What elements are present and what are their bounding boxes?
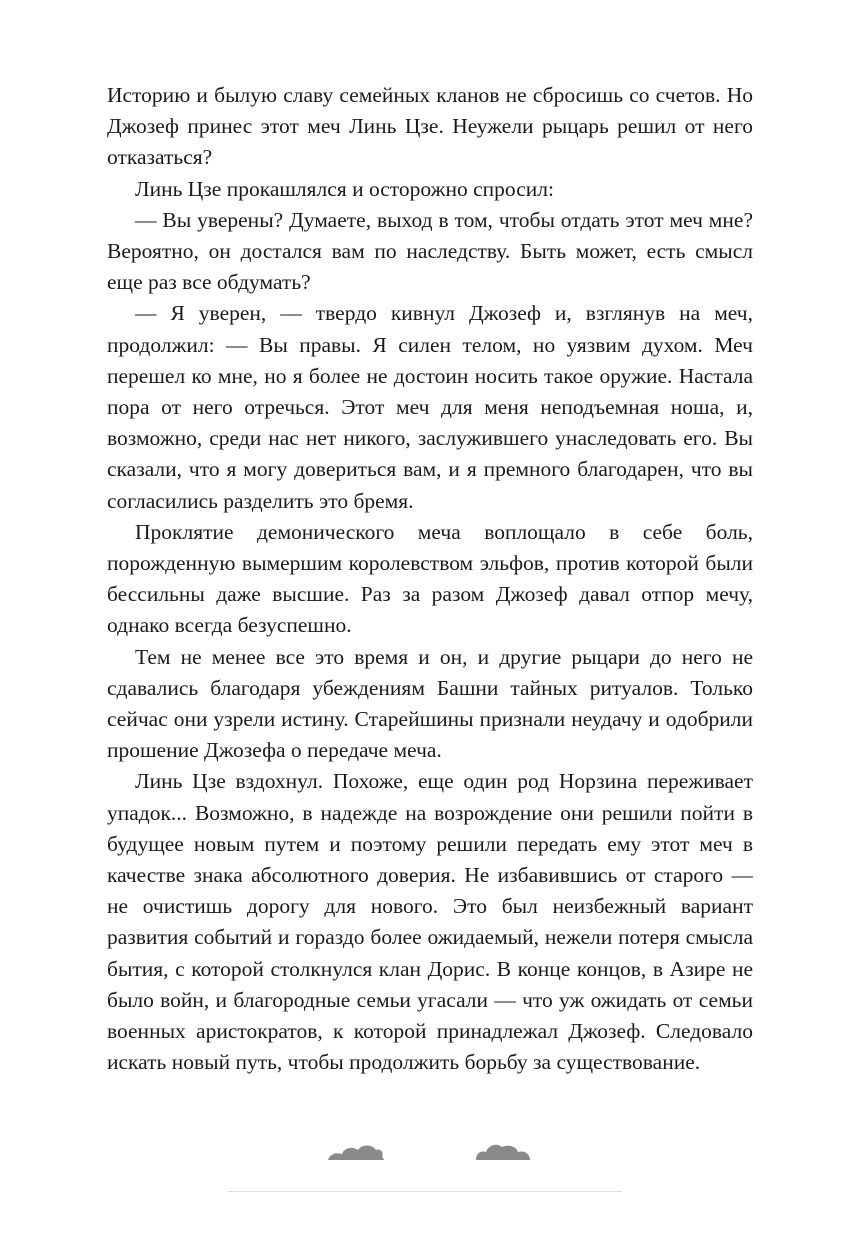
floral-divider-icon: [326, 1138, 532, 1160]
paragraph-2: Линь Цзе прокашлялся и осторожно спросил:: [135, 176, 554, 201]
paragraph-5: Проклятие демонического меча воплощало в себе боль, порожденную вымершим королевством эльфов, против которой были бессильны даже высшие. Раз за разом Джозеф давал отпор мечу, однако всегда безуспешно.: [107, 519, 753, 638]
paragraph-3: — Вы уверены? Думаете, выход в том, чтобы отдать этот меч мне? Вероятно, он достался вам по наследству. Быть может, есть смысл еще раз все обдумать?: [107, 207, 753, 295]
paragraph-7: Линь Цзе вздохнул. Похоже, еще один род Норзина переживает упадок... Возможно, в надежде на возрождение они решили пойти в будущее новым путем и поэтому решили передать ему этот меч в качестве знака абсолютного доверия. Не избавившись от старого — не очистишь дорогу для нового. Это был неизбежный вариант развития событий и гораздо более ожидаемый, нежели потеря смысла бытия, с которой столкнулся клан Дорис. В конце концов, в Азире не было войн, и благородные семьи угасали — что уж ожидать от семьи военных аристократов, к которой принадлежал Джозеф. Следовало искать новый путь, чтобы продолжить борьбу за существование.: [107, 769, 753, 1075]
paragraph-4: — Я уверен, — твердо кивнул Джозеф и, взглянув на меч, продолжил: — Вы правы. Я силен телом, но уязвим духом. Меч перешел ко мне, но я более не достоин носить такое оружие. Настала пора от него отречься. Этот меч для меня неподъемная ноша, и, возможно, среди нас нет никого, заслужившего унаследовать его. Вы сказали, что я могу довериться вам, и я премного благодарен, что вы согласились разделить это бремя.: [107, 301, 753, 513]
book-page-text: [107, 80, 753, 1079]
page-divider: [228, 1191, 622, 1192]
paragraph-6: Тем не менее все это время и он, и другие рыцари до него не сдавались благодаря убеждениям Башни тайных ритуалов. Только сейчас они узрели истину. Старейшины признали неудачу и одобрили прошение Джозефа о передаче меча.: [107, 644, 753, 763]
paragraph-1: Историю и былую славу семейных кланов не сбросишь со счетов. Но Джозеф принес этот меч Линь Цзе. Неужели рыцарь решил от него отказаться?: [107, 83, 753, 170]
